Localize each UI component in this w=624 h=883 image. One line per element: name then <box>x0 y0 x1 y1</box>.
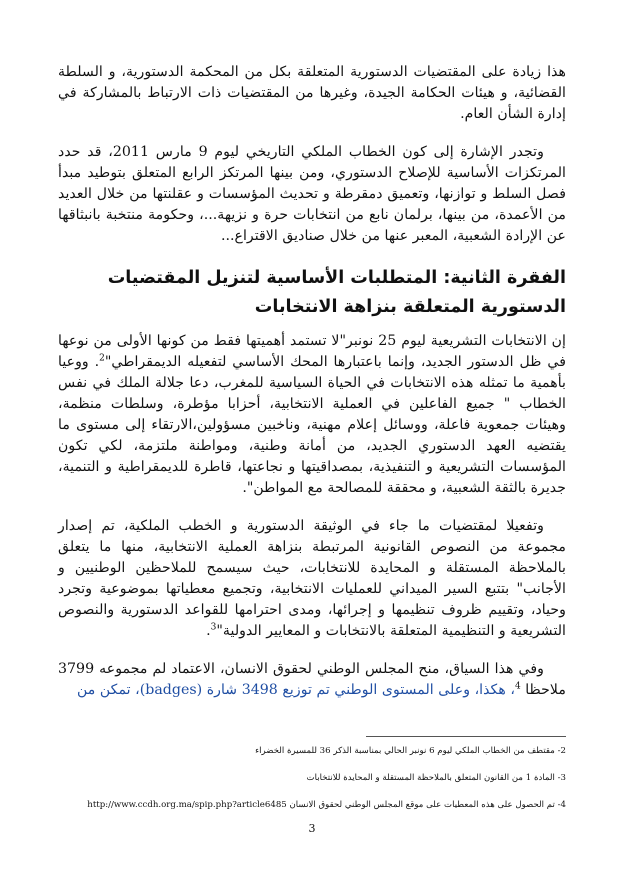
paragraph-2: وتجدر الإشارة إلى كون الخطاب الملكي التاريخي ليوم 9 مارس 2011، قد حدد المرتكزات الأساسية للإصلاح الدستوري، ومن بينها المرتكز الرابع المتعلق بتوطيد مبدأ فصل السلط و توازنها، وتعميق دمقرطة و تحديث المؤسسات و عقلنتها من خلال العديد من الأعمدة، من بينها، برلمان نابع من انتخابات حرة و نزيهة...، وحكومة منتخبة بانبثاقها عن الإرادة الشعبية، المعبر عنها من خلال صناديق الاقتراع... <box>58 144 566 244</box>
footnote-ref-2[interactable]: 2 <box>99 353 105 364</box>
footnotes <box>58 736 566 826</box>
paragraph-3-main: إن الانتخابات التشريعية ليوم 25 نونبر"لا تستمد أهميتها فقط من كونها الأولى من نوعها في ظل الدستور الجديد، وإنما باعتبارها المحك الأساسي لتفعيله الديمقراطي" <box>58 333 567 370</box>
paragraph-5-main: وفي هذا السياق، منح المجلس الوطني لحقوق الانسان، الاعتماد لم مجموعه 3799 ملاحظا <box>58 661 566 698</box>
footnote-3: 3- المادة 1 من القانون المتعلق بالملاحظة المستقلة و المحايدة للانتخابات <box>306 773 566 783</box>
footnote-4-text: 4- تم الحصول على هذه المعطيات على موقع المجلس الوطني لحقوق الانسان <box>286 800 566 810</box>
paragraph-4-end: . <box>206 623 211 639</box>
page-number: 3 <box>308 822 316 835</box>
paragraph-4 <box>58 516 566 642</box>
paragraph-4-main: وتفعيلا لمقتضيات ما جاء في الوثيقة الدستورية و الخطب الملكية، تم إصدار مجموعة من النصوص القانونية المرتبطة بنزاهة العملية الانتخابية، منها ما يتعلق بالملاحظة المستقلة و المحايدة للانتخابات، حيث سيسمح للملاحظين الوطنيين و الأجانب" بتتبع السير الميداني للعمليات الانتخابية، وتجميع معطياتها بموضوعية وتجرد وحياد، وتقييم ظروف تنظيمها و إجرائها، ومدى احترامها للقواعد الدستورية والنصوص التشريعية و التنظيمية المتعلقة بالانتخابات و المعايير الدولية" <box>58 518 566 639</box>
paragraph-1: هذا زيادة على المقتضيات الدستورية المتعلقة بكل من المحكمة الدستورية، و السلطة القضائية، و هيئات الحكامة الجيدة، وغيرها من المقتضيات ذات الارتباط بالمشاركة في إدارة الشأن العام. <box>58 64 566 122</box>
section-heading: الفقرة الثانية: المتطلبات الأساسية لتنزيل المقتضيات الدستورية المتعلقة بنزاهة الانتخابات <box>107 268 566 317</box>
paragraph-5 <box>58 659 566 701</box>
footnote-2: 2- مقتطف من الخطاب الملكي ليوم 6 نونبر الحالي بمناسبة الذكر 36 للمسيرة الخضراء <box>255 746 566 756</box>
footnote-4 <box>58 799 566 812</box>
footnote-ref-3[interactable]: 3 <box>210 622 217 633</box>
footnote-4-link[interactable]: http://www.ccdh.org.ma/spip.php?article6485 <box>87 800 287 810</box>
paragraph-3-rest: . ووعيا بأهمية ما تمثله هذه الانتخابات في الحياة السياسية للمغرب، دعا جلالة الملك في نفس الخطاب " جميع الفاعلين في العملية الانتخابية، أحزابا مؤطرة، وسلطات منظمة، وهيئات جمعوية فاعلة، ووسائل إعلام مهنية، وناخبين مسؤولين،الارتقاء إلى مستوى ما يقتضيه العهد الدستوري الجديد، من أمانة وطنية، ومواطنة ملتزمة، لكي تكون المؤسسات التشريعية و التنفيذية، بمصداقيتها و نجاعتها، قاطرة للديمقراطية و التنمية، جديرة بالثقة الشعبية، و محققة للمصالحة مع المواطن". <box>58 354 566 496</box>
footnote-divider <box>366 736 566 737</box>
paragraph-3 <box>58 331 566 499</box>
document-page <box>58 62 566 718</box>
footnote-ref-4[interactable]: 4 <box>514 681 521 692</box>
paragraph-5-continuation: ، هكذا، وعلى المستوى الوطني تم توزيع 3498 شارة (badges)، تمكن من <box>76 682 515 698</box>
